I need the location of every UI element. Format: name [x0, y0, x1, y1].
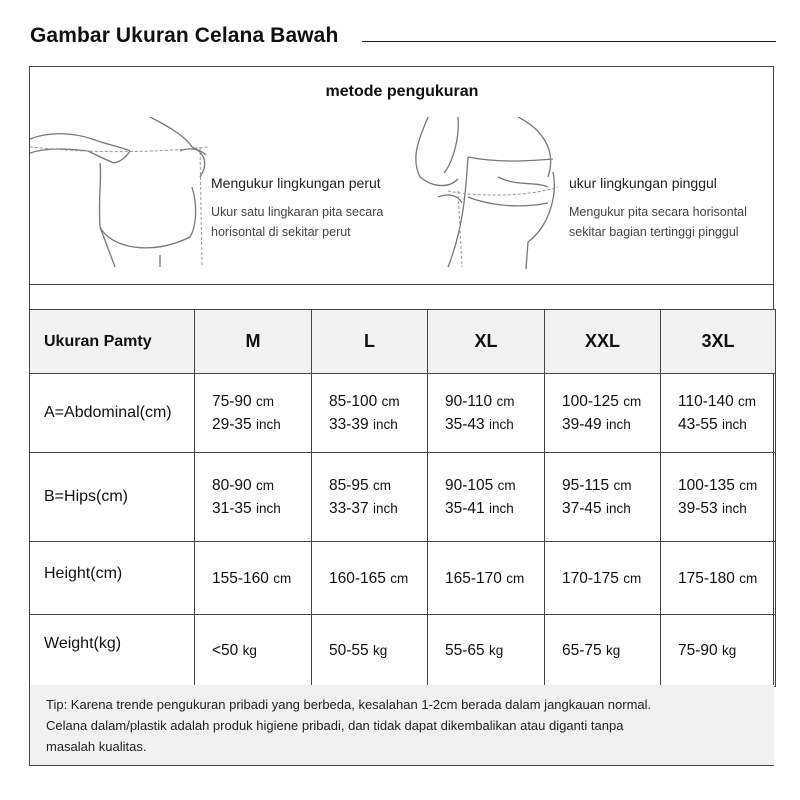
- row-label-abdominal: A=Abdominal(cm): [30, 374, 195, 453]
- abdomen-measure-illustration: [30, 117, 210, 267]
- unit-inch: inch: [605, 417, 631, 432]
- cell-inch: 29-35: [212, 416, 252, 433]
- size-header-3xl: 3XL: [661, 310, 776, 374]
- page-title: Gambar Ukuran Celana Bawah: [30, 24, 339, 47]
- tip-line-1: Tip: Karena trende pengukuran pribadi yang berbeda, kesalahan 1-2cm berada dalam jangkauan normal.: [46, 697, 652, 712]
- cell-cm: 90-110: [445, 393, 493, 410]
- cell-cm: 75-90: [212, 393, 252, 410]
- table-cell: [312, 453, 428, 542]
- tip-line-3: masalah kualitas.: [46, 739, 147, 754]
- unit-cm: cm: [381, 394, 400, 409]
- table-cell: [312, 615, 428, 687]
- unit-cm: cm: [623, 394, 642, 409]
- unit-cm: cm: [497, 478, 516, 493]
- hip-desc-line-2: sekitar bagian tertinggi pinggul: [569, 225, 739, 239]
- unit-cm: cm: [496, 394, 515, 409]
- method-heading: metode pengukuran: [325, 83, 479, 100]
- table-header-row: [30, 310, 776, 374]
- cell-inch: 35-43: [445, 416, 485, 433]
- abdomen-desc-line-2: horisontal di sekitar perut: [211, 225, 351, 239]
- unit-cm: cm: [738, 394, 757, 409]
- cell-cm: 90-105: [445, 477, 494, 494]
- abdomen-desc-line-1: Ukur satu lingkaran pita secara: [211, 205, 384, 219]
- table-cell: [661, 453, 776, 542]
- cell-cm: 85-100: [329, 393, 378, 410]
- cell-cm: 100-135: [678, 477, 735, 494]
- unit-inch: inch: [372, 417, 398, 432]
- cell-value: <50: [212, 642, 239, 659]
- cell-value: 75-90: [678, 642, 718, 659]
- cell-value: 50-55: [329, 642, 369, 659]
- cell-unit: kg: [372, 643, 388, 658]
- cell-inch: 33-39: [329, 416, 369, 433]
- cell-unit: kg: [605, 643, 621, 658]
- unit-cm: cm: [255, 478, 274, 493]
- cell-inch: 31-35: [212, 500, 252, 517]
- table-cell: [428, 374, 545, 453]
- tip-box: [30, 685, 774, 765]
- cell-inch: 43-55: [678, 416, 718, 433]
- unit-inch: inch: [372, 501, 398, 516]
- unit-cm: cm: [372, 478, 391, 493]
- cell-value: 165-170: [445, 569, 502, 587]
- hip-method-title: ukur lingkungan pinggul: [569, 175, 717, 191]
- cell-cm: 80-90: [212, 477, 252, 494]
- cell-unit: cm: [506, 570, 525, 586]
- table-row: [30, 542, 776, 615]
- hip-method-desc: [569, 202, 774, 242]
- table-cell: [661, 542, 776, 615]
- unit-inch: inch: [721, 501, 747, 516]
- cell-inch: 37-45: [562, 500, 602, 517]
- unit-cm: cm: [739, 478, 758, 493]
- unit-inch: inch: [488, 417, 514, 432]
- table-cell: [195, 542, 312, 615]
- size-header-xxl: XXL: [545, 310, 661, 374]
- abdomen-method-title: Mengukur lingkungan perut: [211, 175, 381, 191]
- table-cell: [195, 453, 312, 542]
- cell-cm: 95-115: [562, 477, 610, 494]
- cell-cm: 110-140: [678, 393, 734, 410]
- cell-unit: kg: [721, 643, 737, 658]
- cell-unit: kg: [488, 643, 504, 658]
- table-cell: [428, 615, 545, 687]
- title-rule: [362, 41, 776, 42]
- unit-inch: inch: [605, 501, 631, 516]
- row-label-hips: B=Hips(cm): [30, 453, 195, 542]
- size-header-m: M: [195, 310, 312, 374]
- table-cell: [312, 374, 428, 453]
- cell-inch: 39-53: [678, 500, 718, 517]
- cell-value: 160-165: [329, 569, 386, 587]
- table-cell: [545, 374, 661, 453]
- cell-value: 170-175: [562, 569, 619, 587]
- cell-value: 55-65: [445, 642, 485, 659]
- cell-unit: cm: [623, 570, 642, 586]
- tip-line-2: Celana dalam/plastik adalah produk higiene pribadi, dan tidak dapat dikembalikan atau diganti tanpa: [46, 718, 624, 733]
- table-row: [30, 374, 776, 453]
- table-cell: [545, 453, 661, 542]
- unit-cm: cm: [255, 394, 274, 409]
- cell-value: 155-160: [212, 569, 269, 587]
- size-header-l: L: [312, 310, 428, 374]
- unit-inch: inch: [255, 501, 281, 516]
- unit-inch: inch: [255, 417, 281, 432]
- unit-cm: cm: [613, 478, 632, 493]
- cell-unit: cm: [390, 570, 409, 586]
- unit-inch: inch: [721, 417, 747, 432]
- table-cell: [661, 615, 776, 687]
- table-cell: [428, 542, 545, 615]
- cell-inch: 39-49: [562, 416, 602, 433]
- cell-inch: 33-37: [329, 500, 369, 517]
- cell-inch: 35-41: [445, 500, 485, 517]
- cell-value: 175-180: [678, 569, 735, 587]
- table-row: [30, 453, 776, 542]
- section-divider: [30, 284, 774, 285]
- table-row: [30, 615, 776, 687]
- table-cell: [195, 615, 312, 687]
- row-label-weight: Weight(kg): [30, 615, 195, 687]
- cell-unit: cm: [739, 570, 758, 586]
- table-cell: [195, 374, 312, 453]
- abdomen-method-desc: [211, 202, 411, 242]
- size-header-xl: XL: [428, 310, 545, 374]
- cell-cm: 85-95: [329, 477, 369, 494]
- table-cell: [545, 615, 661, 687]
- cell-unit: kg: [242, 643, 257, 658]
- row-label-height: Height(cm): [30, 542, 195, 615]
- table-cell: [312, 542, 428, 615]
- cell-unit: cm: [273, 570, 292, 586]
- header-label: Ukuran Pamty: [30, 310, 195, 374]
- table-cell: [428, 453, 545, 542]
- table-cell: [661, 374, 776, 453]
- cell-value: 65-75: [562, 642, 602, 659]
- size-table: [29, 309, 776, 687]
- cell-cm: 100-125: [562, 393, 619, 410]
- measurement-method-section: [30, 67, 774, 284]
- hip-measure-illustration: [408, 117, 568, 269]
- hip-desc-line-1: Mengukur pita secara horisontal: [569, 205, 747, 219]
- table-cell: [545, 542, 661, 615]
- unit-inch: inch: [488, 501, 514, 516]
